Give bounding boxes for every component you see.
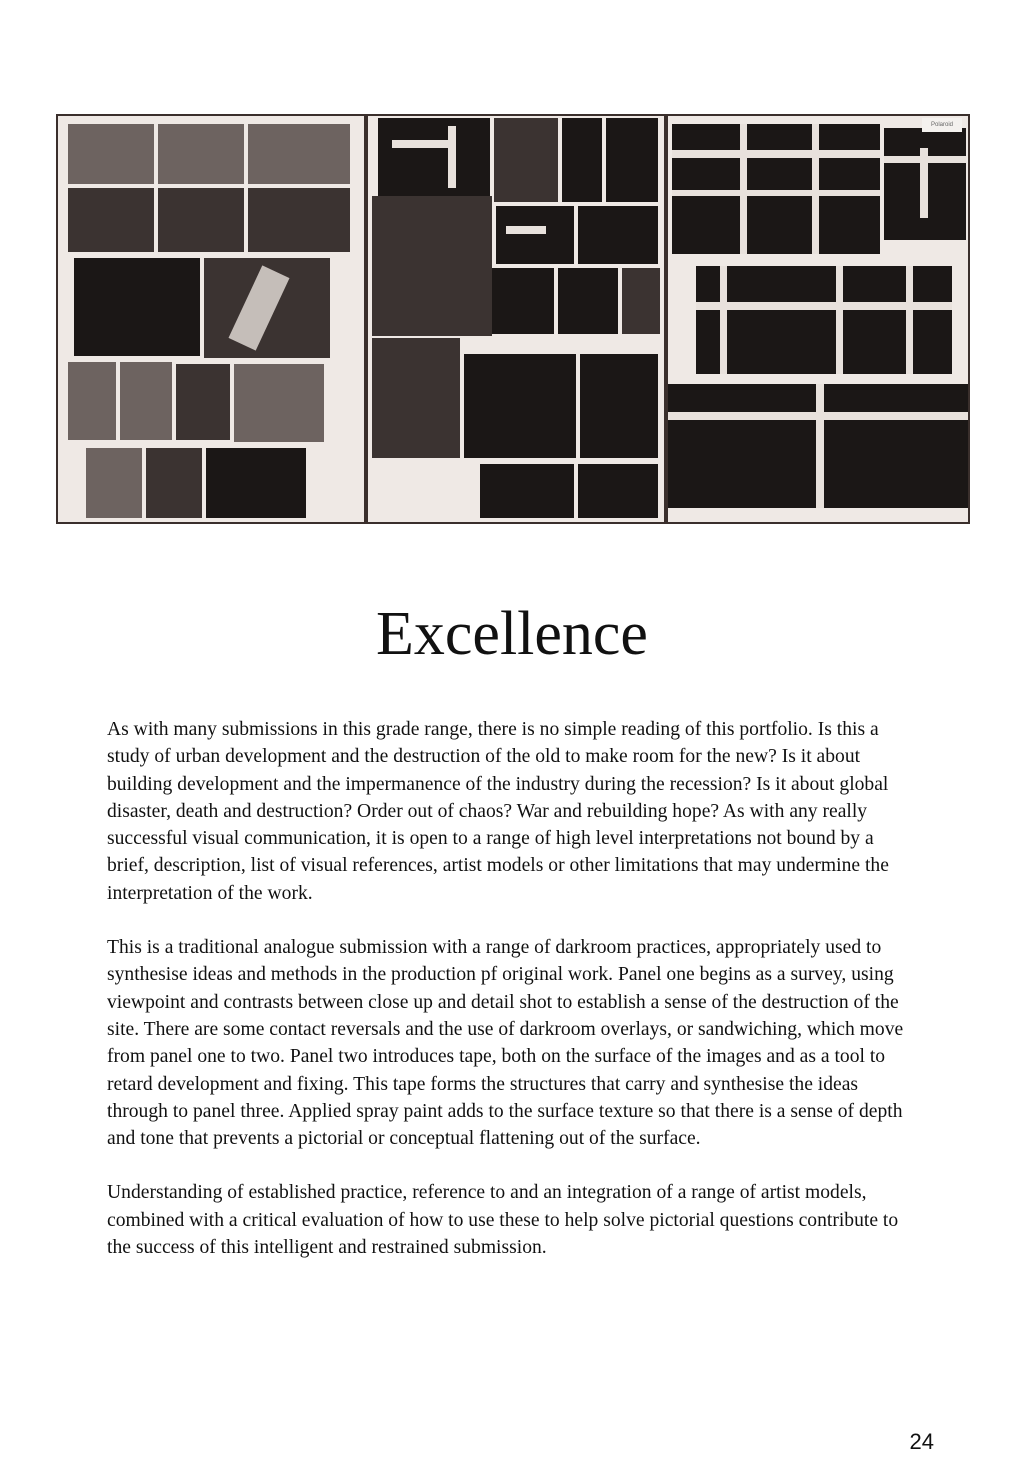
photo-panel-three bbox=[668, 116, 968, 522]
photo-taped-window bbox=[496, 206, 574, 264]
photo-tape-lines bbox=[558, 268, 618, 334]
photo-dark-square bbox=[578, 206, 658, 264]
photo-tape-bottom bbox=[480, 464, 574, 518]
photo-grass bbox=[622, 268, 660, 334]
photo-collapsed-wall bbox=[146, 448, 202, 518]
photo-foliage bbox=[372, 196, 492, 336]
photo-panel-two bbox=[368, 116, 664, 522]
photo-taped-frame bbox=[378, 118, 490, 198]
photo-debris bbox=[176, 364, 230, 440]
photo-tape-grid-2 bbox=[696, 266, 952, 374]
photo-building-facade bbox=[68, 362, 116, 440]
body-text bbox=[107, 716, 907, 1288]
photo-panel-one bbox=[58, 116, 364, 522]
photo-dark-vertical bbox=[580, 354, 658, 458]
paragraph: As with many submissions in this grade range, there is no simple reading of this portfolio. Is this a study of urban development and the destruction of the old to make room for the new? Is it about building development and the impermanence of the industry during the recession? Is it about global disaster, death and destruction? Order out of chaos? War and rebuilding hope? As with any really successful visual communication, it is open to a range of high level interpretations not bound by a brief, description, list of visual references, artist models or other limitations that may undermine the interpretation of the work. bbox=[107, 719, 889, 904]
photo-building-corner bbox=[234, 364, 324, 442]
photo-panel-abstract bbox=[204, 258, 330, 358]
photo-rubble-3 bbox=[248, 188, 350, 252]
photo-tape-horizontal bbox=[668, 384, 968, 508]
photo-demolition-site bbox=[248, 124, 350, 184]
photo-ruined-house bbox=[158, 124, 244, 184]
photo-tape-corner bbox=[578, 464, 658, 518]
photo-doorway bbox=[86, 448, 142, 518]
photo-scratched bbox=[492, 268, 554, 334]
photo-ruined-building bbox=[68, 124, 154, 184]
page-number: 24 bbox=[909, 1429, 934, 1454]
page-title: Excellence bbox=[376, 600, 648, 668]
photo-speckled bbox=[606, 118, 658, 202]
photo-branches-1 bbox=[494, 118, 558, 202]
photo-rubble-2 bbox=[158, 188, 244, 252]
photo-tangled-branches bbox=[372, 338, 460, 458]
photo-rubble-1 bbox=[68, 188, 154, 252]
photo-tape-cross bbox=[884, 128, 966, 240]
paragraph: Understanding of established practice, reference to and an integration of a range of artist models, combined with a critical evaluation of how to use these to help solve pictorial questions contribute to the success of this intelligent and restrained submission. bbox=[107, 1182, 899, 1259]
panel-label-text: Polaroid bbox=[930, 122, 953, 128]
photo-debris-pile bbox=[206, 448, 306, 518]
photo-building-block bbox=[120, 362, 172, 440]
photo-wreckage bbox=[464, 354, 576, 458]
portfolio-photo-board bbox=[56, 114, 970, 524]
photo-dark-interior bbox=[74, 258, 200, 356]
photo-tape-grid-1 bbox=[672, 124, 880, 254]
paragraph: This is a traditional analogue submission with a range of darkroom practices, appropriately used to synthesise ideas and methods in the production pf original work. Panel one begins as a survey, using viewpoint and contrasts between close up and detail shot to establish a sense of the destruction of the site. There are some contact reversals and the use of darkroom overlays, or sandwiching, which move from panel one to two. Panel two introduces tape, both on the surface of the images and as a tool to retard development and fixing. This tape forms the structures that carry and synthesise the ideas through to panel three. Applied spray paint adds to the surface texture so that there is a sense of depth and tone that prevents a pictorial or conceptual flattening out of the surface. bbox=[107, 937, 904, 1150]
panel-label-tag bbox=[922, 118, 962, 132]
photo-stripe-tall bbox=[562, 118, 602, 202]
